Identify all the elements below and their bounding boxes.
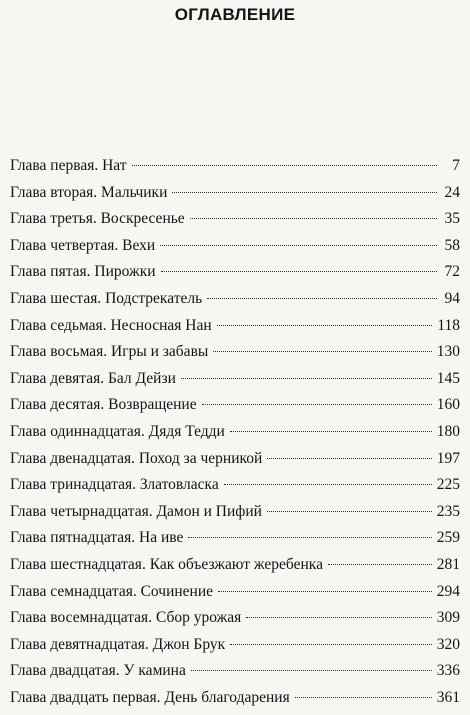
toc-entry-page: 160 [436,396,460,414]
toc-entry [10,184,460,211]
toc-entry-page: 259 [436,529,460,547]
toc-entry-page: 320 [436,635,460,653]
toc-entry-title: Глава пятнадцатая. На иве [10,529,184,547]
toc-entry-title: Глава девятнадцатая. Джон Брук [10,635,226,653]
toc-entry [10,423,460,450]
toc-entry-page: 72 [444,263,460,281]
toc-entry-page: 309 [436,609,460,627]
toc-entry [10,689,460,715]
toc-entry [10,503,460,530]
toc-entry [10,237,460,264]
toc-entry-title: Глава первая. Нат [10,157,127,174]
toc-entry [10,317,460,344]
toc-entry-page: 145 [436,369,460,387]
toc-entry-title: Глава шестнадцатая. Как объезжают жеребенка [10,555,323,573]
toc-entry-page: 7 [452,157,460,174]
toc-entry-page: 197 [436,449,460,467]
dot-leader [218,591,432,592]
dot-leader [217,325,433,326]
toc-entry-title: Глава тринадцатая. Златовласка [10,476,219,494]
toc-entry-page: 130 [436,343,460,361]
dot-leader [230,644,432,645]
toc-entry-title: Глава восьмая. Игры и забавы [10,343,209,361]
toc-entry [10,476,460,503]
toc-entry-title: Глава вторая. Мальчики [10,183,168,201]
toc-entry-page: 94 [444,289,460,307]
dot-leader [224,484,432,485]
page-title: ОГЛАВЛЕНИЕ [174,5,296,24]
table-of-contents [10,157,460,715]
dot-leader [172,192,437,193]
toc-entry-title: Глава семнадцатая. Сочинение [10,582,214,600]
toc-entry [10,583,460,610]
dot-leader [181,378,432,379]
toc-entry-title: Глава двенадцатая. Поход за черникой [10,449,263,467]
toc-entry-title: Глава четырнадцатая. Дамон и Пифий [10,502,262,520]
toc-entry-page: 235 [436,502,460,520]
dot-leader [188,537,431,538]
toc-entry-title: Глава одиннадцатая. Дядя Тедди [10,422,225,440]
toc-entry-title: Глава седьмая. Несносная Нан [10,316,212,334]
toc-entry-page: 24 [444,183,460,201]
dot-leader [202,404,432,405]
toc-entry-page: 336 [436,662,460,680]
toc-entry [10,396,460,423]
toc-entry [10,662,460,689]
dot-leader [213,351,431,352]
dot-leader [328,564,432,565]
toc-entry-page: 180 [436,422,460,440]
toc-entry-page: 281 [436,555,460,573]
toc-entry [10,609,460,636]
toc-entry [10,370,460,397]
dot-leader [132,165,437,166]
dot-leader [230,431,432,432]
dot-leader [161,271,437,272]
dot-leader [191,670,432,671]
toc-entry [10,290,460,317]
toc-entry-title: Глава двадцатая. У камина [10,662,186,680]
toc-entry [10,210,460,237]
dot-leader [207,298,437,299]
toc-entry-page: 225 [436,476,460,494]
toc-entry-title: Глава пятая. Пирожки [10,263,156,281]
toc-entry-title: Глава десятая. Возвращение [10,396,197,414]
dot-leader [160,245,437,246]
toc-entry-page: 35 [444,210,460,228]
toc-entry-page: 118 [437,316,460,334]
toc-entry-page: 361 [436,688,460,706]
toc-entry [10,450,460,477]
dot-leader [246,617,431,618]
toc-entry [10,529,460,556]
dot-leader [267,458,431,459]
dot-leader [295,697,432,698]
toc-entry [10,636,460,663]
dot-leader [267,511,432,512]
toc-entry-page: 58 [444,236,460,254]
toc-entry-title: Глава девятая. Бал Дейзи [10,369,176,387]
toc-entry [10,263,460,290]
dot-leader [190,218,437,219]
toc-entry-page: 294 [436,582,460,600]
toc-entry-title: Глава восемнадцатая. Сбор урожая [10,609,242,627]
toc-entry [10,157,460,184]
toc-entry [10,556,460,583]
toc-entry-title: Глава третья. Воскресенье [10,210,185,228]
toc-entry-title: Глава двадцать первая. День благодарения [10,688,290,706]
toc-entry-title: Глава четвертая. Вехи [10,236,156,254]
toc-entry [10,343,460,370]
toc-entry-title: Глава шестая. Подстрекатель [10,289,203,307]
